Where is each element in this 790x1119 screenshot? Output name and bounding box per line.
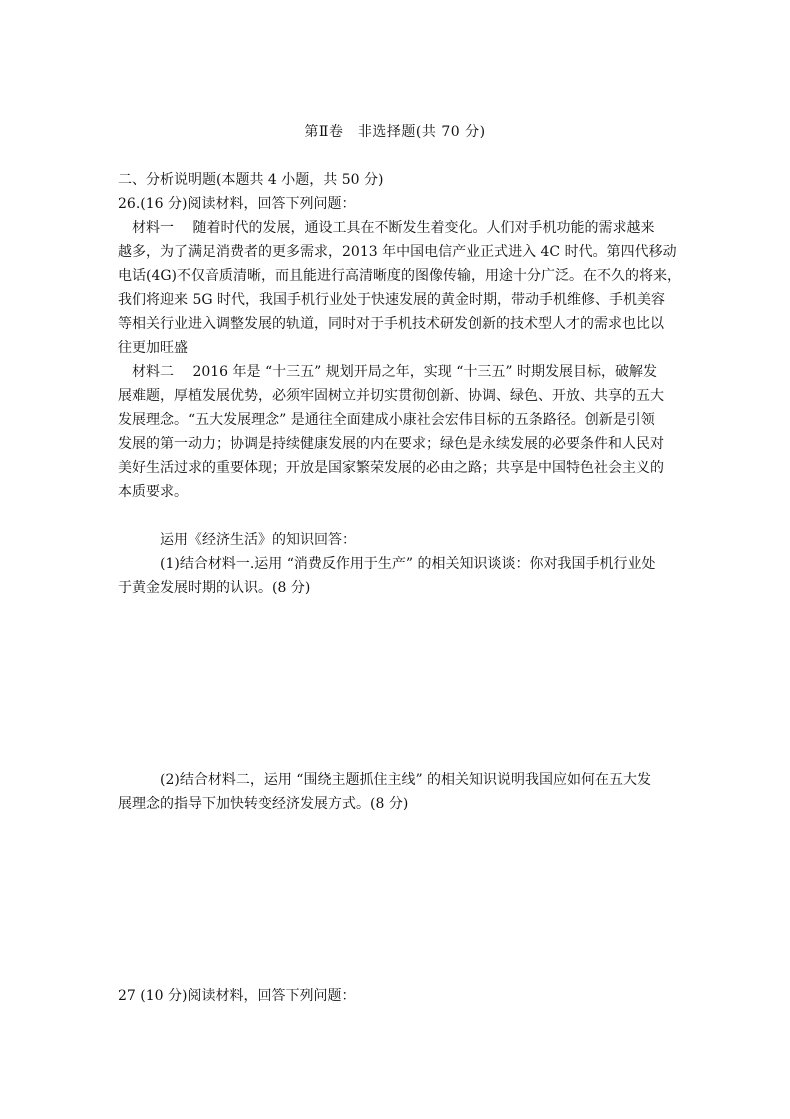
- section-title: 第Ⅱ卷 非选择题(共 70 分): [304, 124, 486, 140]
- sub-question-2-line: 展理念的指导下加快转变经济发展方式。(8 分): [118, 796, 409, 812]
- material-one-line: 电话(4G)不仅音质清晰，而且能进行高清晰度的图像传输，用途十分广泛。在不久的将来，: [118, 268, 682, 284]
- material-one-line: 材料一 随着时代的发展，通设工具在不断发生着变化。人们对手机功能的需求越来: [118, 220, 655, 236]
- material-two-line: 美好生活过求的重要体现；开放是国家繁荣发展的必由之路；共享是中国特色社会主义的: [118, 460, 664, 476]
- material-two-line: 发展理念。“五大发展理念” 是通往全面建成小康社会宏伟目标的五条路径。创新是引领: [118, 412, 655, 428]
- sub-question-1-line: (1)结合材料一.运用 “消费反作用于生产” 的相关知识谈谈：你对我国手机行业处: [160, 556, 656, 572]
- material-one-line: 我们将迎来 5G 时代，我国手机行业处于快速发展的黄金时期，带动手机维修、手机美容: [118, 292, 665, 308]
- material-two-line: 展难题，厚植发展优势，必须牢固树立并切实贯彻创新、协调、绿色、开放、共享的五大: [118, 388, 664, 404]
- instruction: 运用《经济生活》的知识回答：: [160, 532, 356, 548]
- question-26-header: 26.(16 分)阅读材料，回答下列问题：: [118, 196, 356, 212]
- material-one-line: 等相关行业进入调整发展的轨道，同时对于手机技术研发创新的技术型人才的需求也比以: [118, 316, 664, 332]
- material-two-line: 本质要求。: [118, 484, 188, 500]
- question-27-header: 27 (10 分)阅读材料，回答下列问题：: [118, 988, 356, 1004]
- material-two-line: 材料二 2016 年是 “十三五” 规划开局之年，实现 “十三五” 时期发展目标，破解发: [118, 364, 657, 380]
- material-one-line: 越多，为了满足消费者的更多需求，2013 年中国电信产业正式进入 4C 时代。第四代移动: [118, 244, 677, 260]
- part-heading: 二、分析说明题(本题共 4 小题，共 50 分): [118, 172, 384, 188]
- material-one-line: 往更加旺盛: [118, 340, 188, 356]
- sub-question-2-line: (2)结合材料二，运用 “围绕主题抓住主线” 的相关知识说明我国应如何在五大发: [160, 772, 652, 788]
- sub-question-1-line: 于黄金发展时期的认识。(8 分): [118, 580, 311, 596]
- material-two-line: 发展的第一动力；协调是持续健康发展的内在要求；绿色是永续发展的必要条件和人民对: [118, 436, 664, 452]
